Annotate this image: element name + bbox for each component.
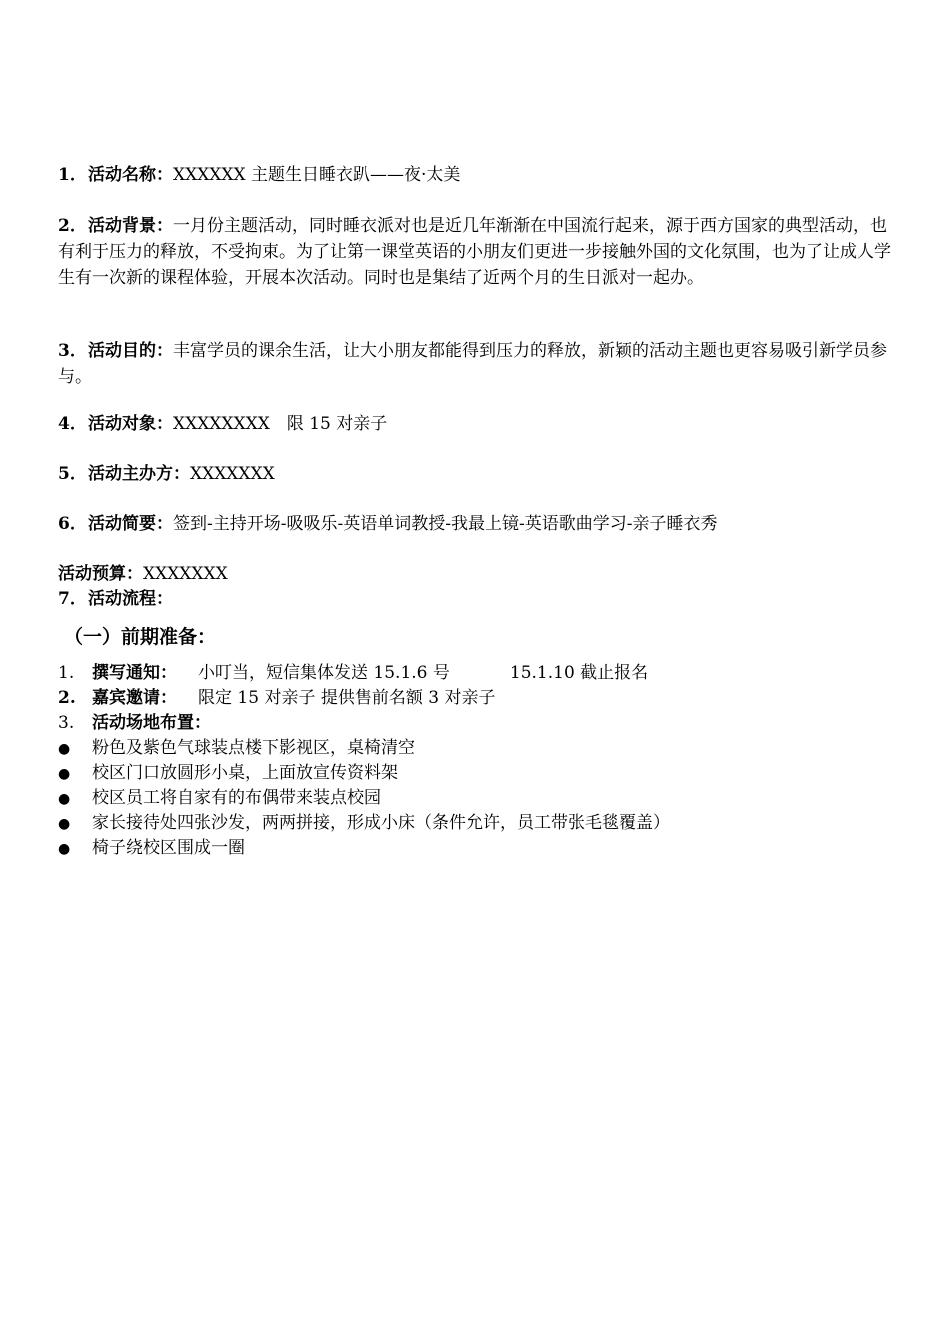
- flow-number: 7．: [58, 589, 87, 609]
- step-label: 撰写通知：: [92, 663, 177, 683]
- section-text: XXXXXXX: [190, 464, 275, 484]
- section-activity-name: [58, 162, 898, 188]
- bullet-text: 校区员工将自家有的布偶带来装点校园: [92, 788, 381, 808]
- section-label: 活动主办方：: [88, 464, 190, 484]
- bullet-icon: ●: [58, 766, 71, 782]
- section-number: 6．: [58, 514, 87, 534]
- section-label: 活动名称：: [88, 165, 173, 185]
- budget-text: XXXXXXX: [143, 564, 228, 584]
- bullet-icon: ●: [58, 741, 71, 757]
- activity-budget: [58, 562, 228, 586]
- prep-step-guests: [58, 686, 918, 711]
- section-number: 2．: [58, 216, 87, 236]
- section-number: 3．: [58, 341, 87, 361]
- section-activity-background: [58, 213, 898, 291]
- step-label: 嘉宾邀请：: [92, 688, 177, 708]
- bullet-item: [58, 836, 918, 862]
- step-deadline: 15.1.10 截止报名: [509, 663, 649, 683]
- section-number: 1．: [58, 165, 87, 185]
- prep-heading: （一）前期准备：: [64, 626, 217, 648]
- prep-step-notice: [58, 661, 918, 686]
- bullet-icon: ●: [58, 841, 71, 857]
- section-label: 活动简要：: [88, 514, 173, 534]
- step-number: 1.: [58, 663, 75, 683]
- prep-step-venue: [58, 711, 918, 736]
- section-label: 活动目的：: [88, 341, 173, 361]
- bullet-icon: ●: [58, 816, 71, 832]
- step-text: 限定 15 对亲子 提供售前名额 3 对亲子: [198, 688, 496, 708]
- section-activity-purpose: [58, 338, 898, 390]
- bullet-text: 家长接待处四张沙发，两两拼接，形成小床（条件允许，员工带张毛毯覆盖）: [92, 813, 670, 833]
- budget-label: 活动预算：: [58, 564, 143, 584]
- section-label: 活动背景：: [88, 216, 173, 236]
- bullet-item: [58, 736, 918, 762]
- section-activity-summary: [58, 511, 898, 537]
- section-number: 4．: [58, 414, 87, 434]
- bullet-text: 校区门口放圆形小桌，上面放宣传资料架: [92, 763, 398, 783]
- section-number: 5．: [58, 464, 87, 484]
- activity-flow: [58, 587, 173, 611]
- bullet-text: 粉色及紫色气球装点楼下影视区，桌椅清空: [92, 738, 415, 758]
- step-number: 3.: [58, 713, 75, 733]
- flow-label: 活动流程：: [88, 589, 173, 609]
- section-text: 签到-主持开场-吸吸乐-英语单词教授-我最上镜-英语歌曲学习-亲子睡衣秀: [173, 514, 718, 534]
- bullet-item: [58, 811, 918, 837]
- section-text: 丰富学员的课余生活，让大小朋友都能得到压力的释放，新颖的活动主题也更容易吸引新学员参与。: [58, 341, 887, 387]
- section-text: XXXXXXXX 限 15 对亲子: [173, 414, 388, 434]
- bullet-text: 椅子绕校区围成一圈: [92, 838, 245, 858]
- section-activity-organizer: [58, 461, 898, 487]
- bullet-icon: ●: [58, 791, 71, 807]
- section-text: XXXXXX 主题生日睡衣趴——夜·太美: [173, 165, 461, 185]
- section-activity-target: [58, 411, 898, 437]
- section-text: 一月份主题活动，同时睡衣派对也是近几年渐渐在中国流行起来，源于西方国家的典型活动，也有利于压力的释放，不受拘束。为了让第一课堂英语的小朋友们更进一步接触外国的文化氛围，也为了让成人学生有一次新的课程体验，开展本次活动。同时也是集结了近两个月的生日派对一起办。: [58, 216, 891, 288]
- step-label: 活动场地布置：: [92, 713, 211, 733]
- bullet-item: [58, 761, 918, 787]
- section-label: 活动对象：: [88, 414, 173, 434]
- bullet-item: [58, 786, 918, 812]
- step-number: 2.: [58, 688, 76, 708]
- step-text: 小叮当，短信集体发送 15.1.6 号: [198, 663, 450, 683]
